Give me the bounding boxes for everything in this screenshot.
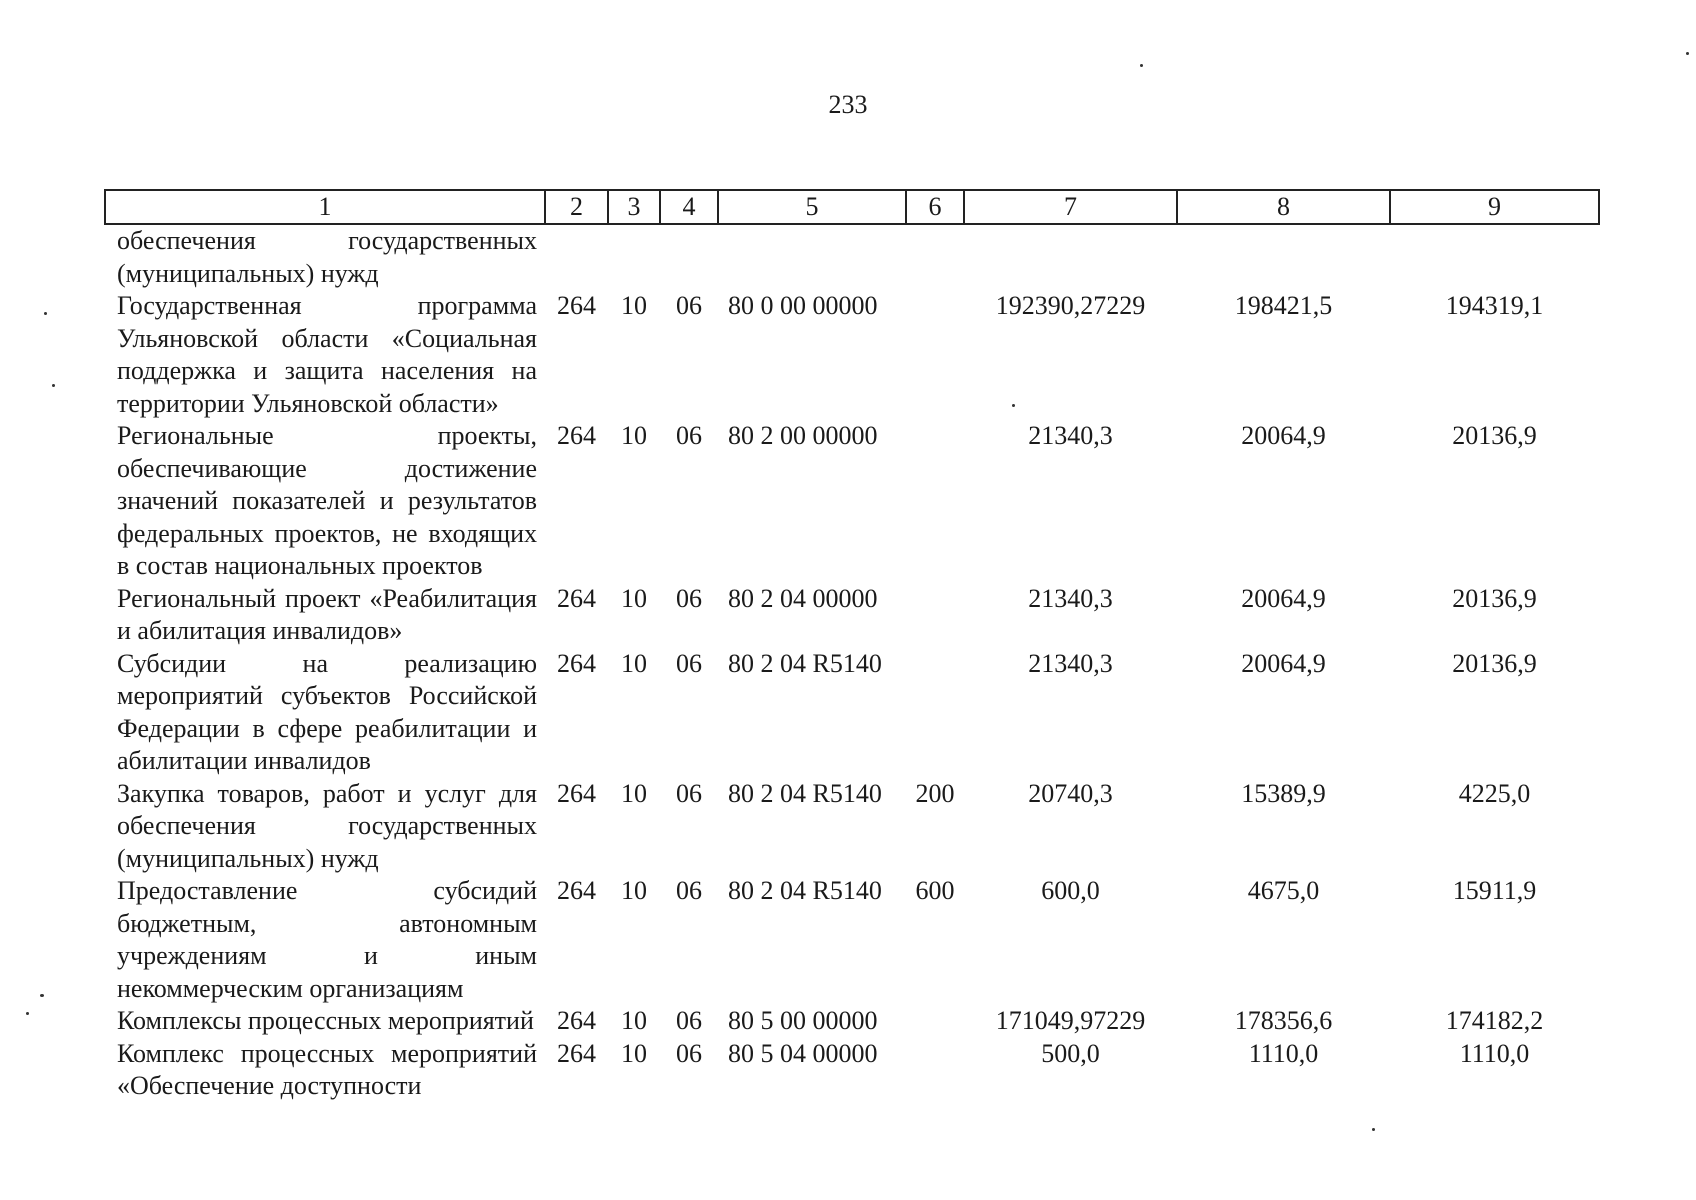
- row-name: Субсидии на реализацию мероприятий субъектов Российской Федерации в сфере реабилитации и абилитации инвалидов: [117, 648, 537, 775]
- row-pr: 06: [676, 583, 702, 613]
- row-csr: 80 5 04 00000: [728, 1038, 878, 1068]
- header-col-2: 2: [545, 190, 608, 224]
- row-name: обеспечения государственных (муниципальных) нужд: [117, 226, 537, 288]
- table-row: [105, 583, 1599, 648]
- row-amount-1: 600,0: [1041, 876, 1100, 905]
- row-rz: 10: [621, 421, 647, 450]
- row-pr: [660, 224, 718, 290]
- scan-speck: [1140, 64, 1143, 67]
- row-pr: 06: [676, 778, 702, 808]
- row-amount-2: 4675,0: [1247, 876, 1320, 905]
- row-amount-2: 178356,6: [1234, 1006, 1333, 1035]
- row-name: Государственная программа Ульяновской области «Социальная поддержка и защита населения на территории Ульяновской области»: [117, 291, 537, 418]
- header-row: [105, 190, 1599, 224]
- row-amount-1: 21340,3: [1028, 648, 1113, 678]
- row-grbs: 264: [557, 291, 596, 320]
- scan-speck: [44, 312, 47, 315]
- row-amount-1: 20740,3: [1028, 778, 1113, 808]
- header-col-6: 6: [906, 190, 964, 224]
- row-pr: 06: [676, 876, 702, 905]
- row-name: Региональные проекты, обеспечивающие достижение значений показателей и результатов федеральных проектов, не входящих в состав национальных проектов: [117, 421, 537, 580]
- row-csr: 80 2 00 00000: [728, 421, 878, 450]
- row-amount-1: 500,0: [1041, 1038, 1100, 1068]
- scan-speck: [1372, 1128, 1375, 1131]
- row-csr: [718, 224, 906, 290]
- row-grbs: [545, 224, 608, 290]
- row-amount-3: 20136,9: [1452, 648, 1537, 678]
- row-grbs: 264: [557, 583, 596, 613]
- row-grbs: 264: [557, 648, 596, 678]
- table-row: [105, 1005, 1599, 1038]
- row-amount-2: 198421,5: [1234, 291, 1333, 320]
- row-amount-1: 171049,97229: [995, 1006, 1146, 1035]
- row-grbs: 264: [557, 778, 596, 808]
- row-name: Комплекс процессных мероприятий «Обеспечение доступности: [117, 1038, 537, 1100]
- row-amount-1: 21340,3: [1028, 421, 1113, 450]
- table-row: [105, 875, 1599, 1005]
- row-grbs: 264: [557, 1006, 596, 1035]
- row-amount-2: [1177, 224, 1390, 290]
- row-vr: [906, 1005, 964, 1038]
- row-csr: 80 2 04 R5140: [728, 648, 882, 678]
- row-amount-3: 20136,9: [1452, 421, 1537, 450]
- row-vr: [906, 583, 964, 648]
- row-amount-2: 20064,9: [1241, 648, 1326, 678]
- table-row: [105, 290, 1599, 420]
- header-col-1: 1: [105, 190, 545, 224]
- row-csr: 80 2 04 R5140: [728, 876, 882, 905]
- row-csr: 80 2 04 00000: [728, 583, 878, 613]
- header-col-8: 8: [1177, 190, 1390, 224]
- row-vr: 200: [915, 778, 955, 808]
- row-pr: 06: [676, 1038, 702, 1068]
- row-amount-1: [964, 224, 1177, 290]
- table-header: [105, 190, 1599, 224]
- row-amount-2: 15389,9: [1241, 778, 1326, 808]
- header-col-9: 9: [1390, 190, 1599, 224]
- row-amount-3: 174182,2: [1445, 1006, 1544, 1035]
- row-rz: 10: [621, 1038, 647, 1068]
- table-row: [105, 420, 1599, 583]
- row-grbs: 264: [557, 421, 596, 450]
- row-amount-2: 20064,9: [1241, 421, 1326, 450]
- row-csr: 80 0 00 00000: [728, 291, 878, 320]
- header-col-7: 7: [964, 190, 1177, 224]
- row-pr: 06: [676, 291, 702, 320]
- row-amount-1: 192390,27229: [995, 291, 1146, 320]
- scan-speck: [1686, 52, 1689, 55]
- row-pr: 06: [676, 1006, 702, 1035]
- scan-speck: [1012, 404, 1015, 407]
- row-name: Комплексы процессных мероприятий: [117, 1006, 534, 1035]
- header-col-5: 5: [718, 190, 906, 224]
- scan-speck: [52, 384, 55, 387]
- row-amount-3: 20136,9: [1452, 583, 1537, 613]
- row-amount-2: 1110,0: [1248, 1038, 1319, 1068]
- row-grbs: 264: [557, 1038, 596, 1068]
- row-rz: 10: [621, 876, 647, 905]
- row-rz: [608, 224, 660, 290]
- row-rz: 10: [621, 648, 647, 678]
- row-vr: [906, 1038, 964, 1103]
- table-row: [105, 778, 1599, 876]
- row-name: Предоставление субсидий бюджетным, автономным учреждениям и иным некоммерческим организациям: [117, 876, 537, 1003]
- header-col-3: 3: [608, 190, 660, 224]
- row-rz: 10: [621, 583, 647, 613]
- row-vr: [906, 420, 964, 583]
- row-amount-2: 20064,9: [1241, 583, 1326, 613]
- row-rz: 10: [621, 291, 647, 320]
- row-pr: 06: [676, 648, 702, 678]
- row-amount-3: 194319,1: [1445, 291, 1544, 320]
- table-row: [105, 224, 1599, 290]
- budget-table: [104, 189, 1600, 1103]
- row-vr: [906, 224, 964, 290]
- table-row: [105, 1038, 1599, 1103]
- row-csr: 80 2 04 R5140: [728, 778, 882, 808]
- page-number: 233: [828, 90, 868, 119]
- row-name: Закупка товаров, работ и услуг для обеспечения государственных (муниципальных) нужд: [117, 778, 537, 873]
- row-grbs: 264: [557, 876, 596, 905]
- header-col-4: 4: [660, 190, 718, 224]
- row-name: Региональный проект «Реабилитация и абилитация инвалидов»: [117, 583, 537, 645]
- row-amount-3: 1110,0: [1459, 1038, 1530, 1068]
- table-body: [105, 224, 1599, 1103]
- row-vr: 600: [915, 876, 955, 905]
- row-csr: 80 5 00 00000: [728, 1006, 878, 1035]
- row-pr: 06: [676, 421, 702, 450]
- row-rz: 10: [621, 1006, 647, 1035]
- row-amount-3: 4225,0: [1458, 778, 1531, 808]
- row-amount-1: 21340,3: [1028, 583, 1113, 613]
- row-vr: [906, 648, 964, 778]
- row-rz: 10: [621, 778, 647, 808]
- scan-speck: [40, 994, 44, 997]
- scan-speck: [26, 1012, 29, 1015]
- row-vr: [906, 290, 964, 420]
- table-row: [105, 648, 1599, 778]
- row-amount-3: 15911,9: [1452, 876, 1537, 905]
- row-amount-3: [1390, 224, 1599, 290]
